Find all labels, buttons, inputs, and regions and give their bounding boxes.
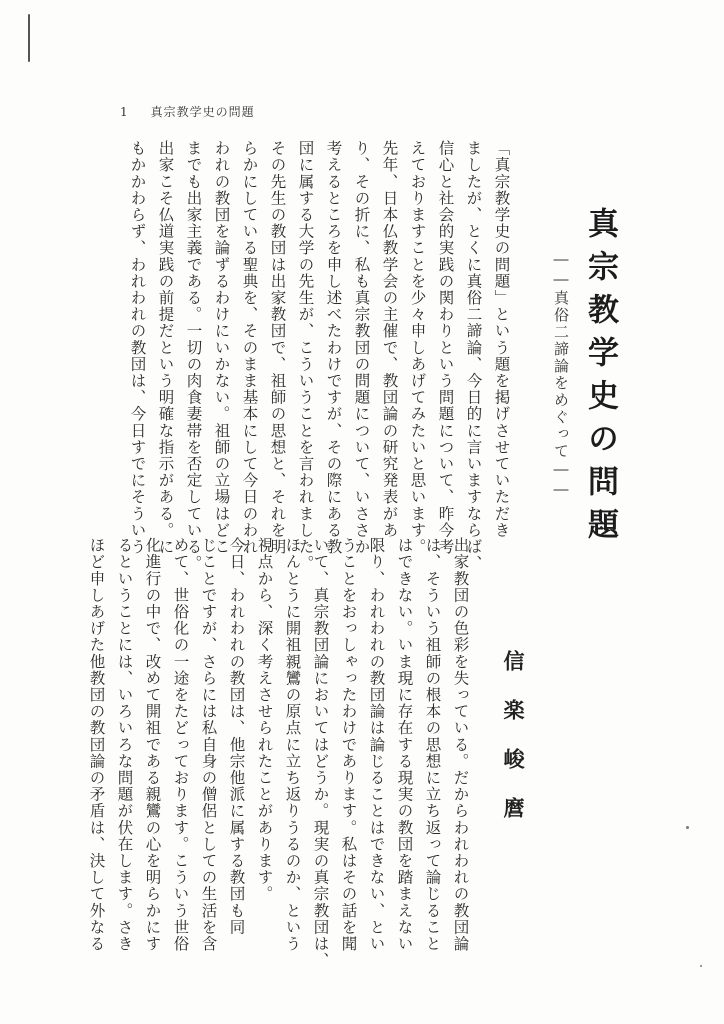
lower-column: 限り、われわれの教団論は論じることはできない、とい	[367, 537, 386, 952]
upper-column: り、その折に、私も真宗教団の問題について、いささか	[352, 140, 371, 555]
running-head-title: 真宗教学史の問題	[150, 105, 255, 119]
lower-column: うことをおっしゃったわけであります。私はその話を聞	[339, 537, 358, 952]
lower-column: めて、世俗化の一途をたどっております。こういう世俗	[171, 537, 190, 952]
page-number: 1	[120, 105, 129, 119]
article-subtitle: ――真俗二諦論をめぐって――	[552, 250, 570, 500]
upper-column: 出家こそ仏道実践の前提だという明確な指示がある。に	[156, 140, 175, 555]
lower-column: ほど申しあげた他教団の教団論の矛盾は、決して外なる	[87, 537, 106, 952]
upper-column: 考えるところを申し述べたわけですが、その際にある教	[324, 140, 343, 555]
lower-column: 出家教団の色彩を失っている。だからわれわれの教団論	[451, 537, 470, 952]
upper-column: までも出家主義である。一切の肉食妻帯を否定している。	[184, 140, 203, 572]
upper-column: その先生の教団は出家教団で、祖師の思想と、それを明	[268, 140, 287, 555]
upper-column: 先年、日本仏教学会の主催で、教団論の研究発表があ	[380, 140, 399, 539]
lower-column: はできない。いま現に存在する現実の教団を踏まえない	[395, 537, 414, 952]
lower-column: は、そういう祖師の根本の思想に立ち返って論じること	[423, 537, 442, 952]
scan-speck	[700, 965, 702, 967]
scan-speck	[686, 826, 689, 829]
upper-column: 「真宗教学史の問題」という題を掲げさせていただき	[492, 140, 511, 539]
upper-column: もかかわらず、われわれの教団は、今日すでにそういう	[128, 140, 147, 555]
lower-column: じことですが、さらには私自身の僧侶としての生活を含	[199, 537, 218, 952]
lower-column: いて、真宗教団論においてはどうか。現実の真宗教団は、	[311, 537, 330, 969]
lower-column: 視点から、深く考えさせられたことがあります。	[255, 537, 274, 903]
running-head	[120, 103, 255, 120]
upper-column: 信心と社会的実践の関わりという問題について、昨今考	[436, 140, 455, 555]
upper-column: ましたが、とくに真俗二諦論、今日的に言いますならば、	[464, 140, 483, 572]
article-title: 真宗教学史の問題	[582, 207, 618, 551]
lower-column: ほんとうに開祖親鸞の原点に立ち返りうるのか、という	[283, 537, 302, 952]
lower-column: 化進行の中で、改めて開祖である親鸞の心を明らかにす	[143, 537, 162, 952]
upper-column: らかにしている聖典を、そのまま基本にして今日のわれ	[240, 140, 259, 555]
author-name: 信楽峻麿	[501, 650, 526, 846]
lower-column: 今日、われわれの教団は、他宗他派に属する教団も同	[227, 537, 246, 936]
upper-column: われの教団を論ずるわけにいかない。祖師の立場はどこ	[212, 140, 231, 555]
upper-column: 団に属する大学の先生が、こういうことを言われました。	[296, 140, 315, 572]
upper-column: えておりますことを少々申しあげてみたいと思います。	[408, 140, 427, 555]
scan-edge-mark	[28, 14, 30, 62]
lower-column: るということには、いろいろな問題が伏在します。さき	[115, 537, 134, 952]
